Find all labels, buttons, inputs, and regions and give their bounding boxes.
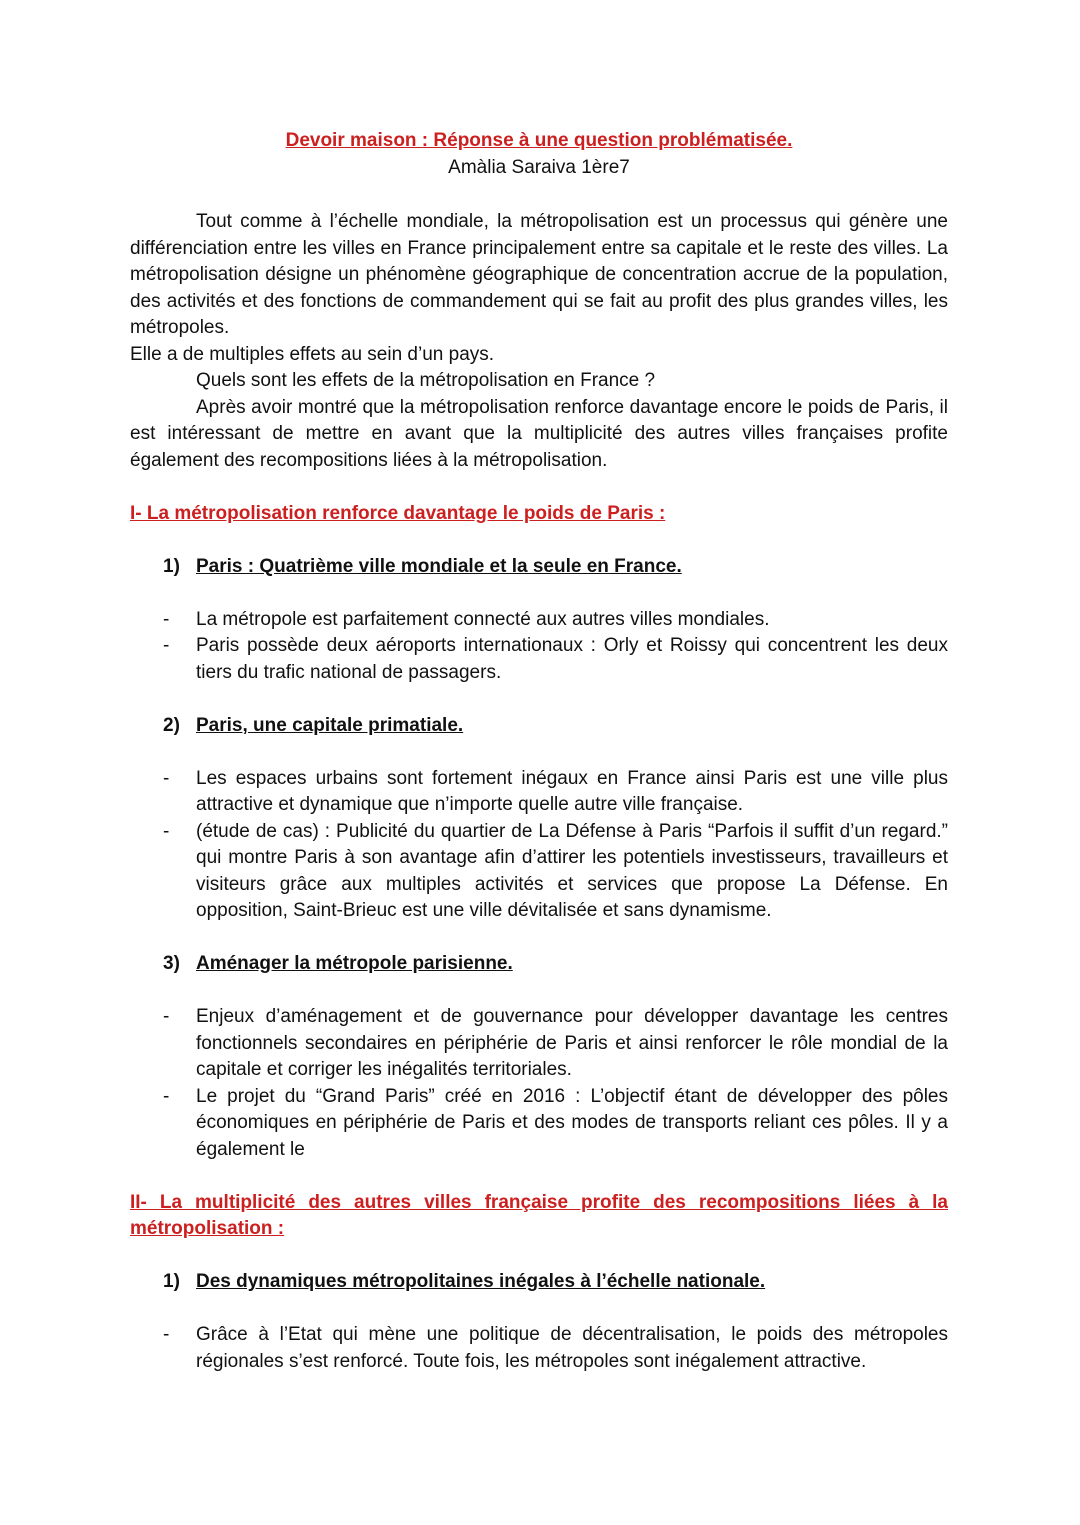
title-block [130, 128, 948, 181]
sub-number: 2) [163, 714, 180, 736]
document-author: Amàlia Saraiva 1ère7 [448, 156, 630, 178]
list-item [130, 766, 948, 819]
sub-number: 1) [163, 555, 180, 577]
problem-question: Quels sont les effets de la métropolisation en France ? [196, 370, 656, 391]
section-1-sub-3-title [130, 951, 948, 978]
bullet-text: (étude de cas) : Publicité du quartier de La Défense à Paris “Parfois il suffit d’un regard.” qui montre Paris à son avantage afin d’attirer les potentiels investisseurs, travailleurs et visiteurs grâce aux multiples activités et services que propose La Défense. En opposition, Saint-Brieuc est une ville dévitalisée et sans dynamisme. [196, 820, 948, 921]
section-1-sub-2-bullets [130, 766, 948, 925]
sub-title-text: Aménager la métropole parisienne. [196, 953, 513, 974]
section-2-sub-1-bullets [130, 1322, 948, 1375]
document-title: Devoir maison : Réponse à une question problématisée. [285, 130, 793, 151]
bullet-dash: - [163, 635, 170, 656]
document-body [130, 128, 948, 1375]
list-item [130, 633, 948, 686]
sub-title-text: Paris, une capitale primatiale. [196, 714, 464, 736]
bullet-text: La métropole est parfaitement connecté aux autres villes mondiales. [196, 608, 770, 630]
bullet-dash: - [163, 1085, 170, 1107]
list-item [130, 607, 948, 634]
bullet-text: Les espaces urbains sont fortement inégaux en France ainsi Paris est une ville plus attractive et dynamique que n’importe quelle autre ville française. [196, 767, 948, 815]
intro-announcement: Après avoir montré que la métropolisation renforce davantage encore le poids de Paris, il est intéressant de mettre en avant que la multiplicité des autres villes françaises profite également des recompositions liées à la métropolisation. [130, 396, 948, 471]
bullet-dash: - [163, 767, 170, 789]
sub-title-text: Paris : Quatrième ville mondiale et la seule en France. [196, 555, 682, 577]
section-1-sub-1-bullets [130, 607, 948, 687]
bullet-text: Grâce à l’Etat qui mène une politique de décentralisation, le poids des métropoles régionales s’est renforcé. Toute fois, les métropoles sont inégalement attractive. [196, 1324, 948, 1372]
section-2-sub-1-title [130, 1269, 948, 1296]
section-1-title: I- La métropolisation renforce davantage le poids de Paris : [130, 502, 666, 524]
intro-paragraph-2: Elle a de multiples effets au sein d’un pays. [130, 343, 495, 365]
sub-number: 1) [163, 1271, 180, 1292]
bullet-dash: - [163, 820, 170, 842]
section-1-sub-3-bullets [130, 1004, 948, 1163]
list-item [130, 1322, 948, 1375]
bullet-dash: - [163, 608, 170, 630]
list-item [130, 1084, 948, 1164]
bullet-dash: - [163, 1324, 170, 1345]
bullet-dash: - [163, 1006, 170, 1027]
bullet-text: Le projet du “Grand Paris” créé en 2016 : L’objectif étant de développer des pôles économiques en périphérie de Paris et des modes de transports reliant ces pôles. Il y a également le [196, 1085, 948, 1160]
intro-paragraph-1: Tout comme à l’échelle mondiale, la métropolisation est un processus qui génère une différenciation entre les villes en France principalement entre sa capitale et le reste des villes. La métropolisation désigne un phénomène géographique de concentration accrue de la population, des activités et des fonctions de commandement qui se fait au profit des plus grandes villes, les métropoles. [130, 211, 948, 338]
section-1-sub-2-title [130, 713, 948, 740]
section-2-title: II- La multiplicité des autres villes française profite des recompositions liées à la métropolisation : [130, 1191, 948, 1239]
section-1-sub-1-title [130, 554, 948, 581]
sub-title-text: Des dynamiques métropolitaines inégales à l’échelle nationale. [196, 1271, 766, 1292]
sub-number: 3) [163, 953, 180, 974]
bullet-text: Paris possède deux aéroports internationaux : Orly et Roissy qui concentrent les deux tiers du trafic national de passagers. [196, 635, 948, 683]
list-item [130, 1004, 948, 1084]
list-item [130, 819, 948, 925]
bullet-text: Enjeux d’aménagement et de gouvernance pour développer davantage les centres fonctionnels secondaires en périphérie de Paris et ainsi renforcer le rôle mondial de la capitale et corriger les inégalités territoriales. [196, 1006, 948, 1080]
